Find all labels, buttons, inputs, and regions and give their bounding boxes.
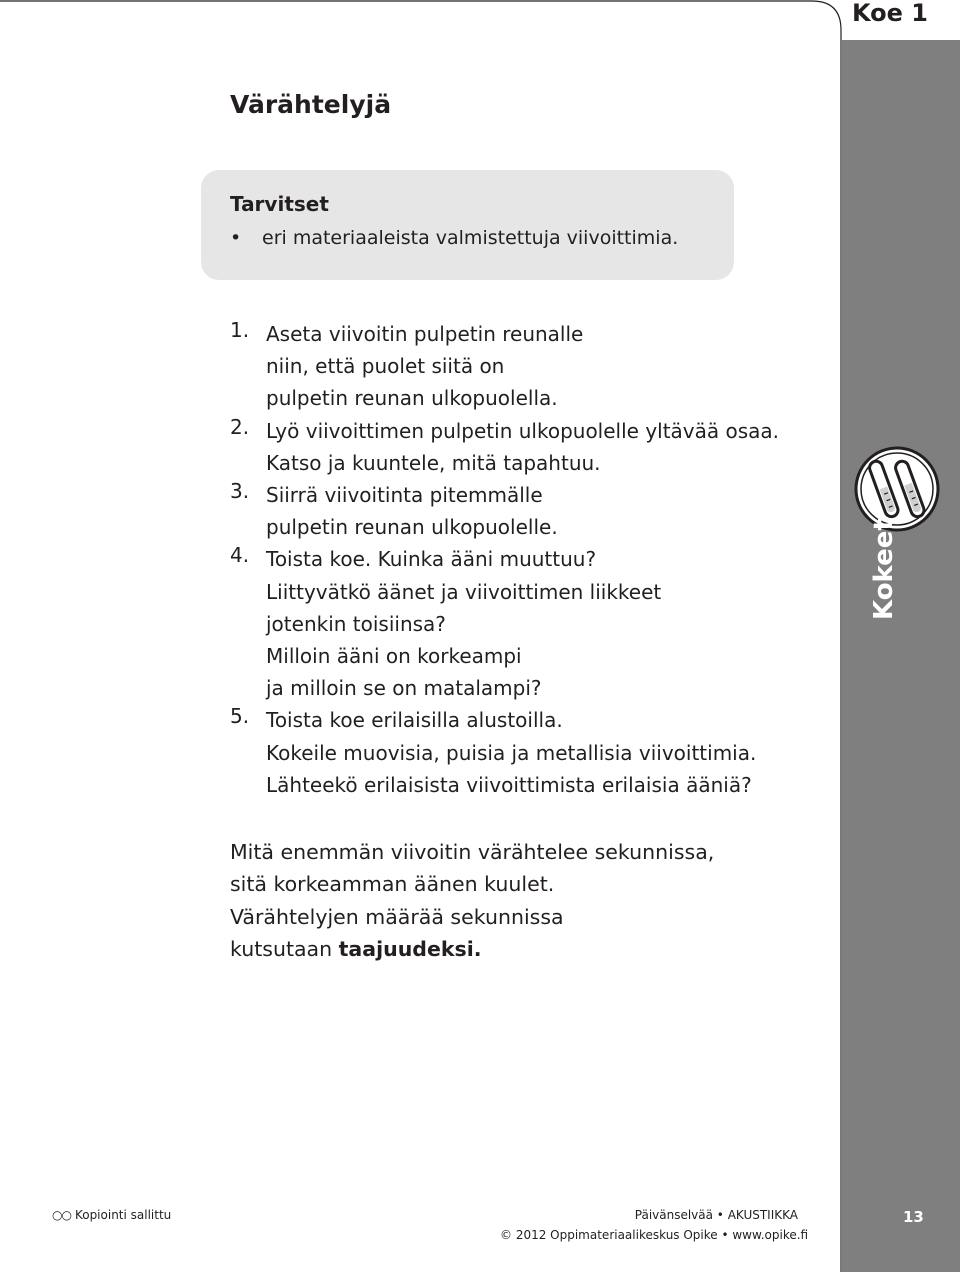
step-text: Aseta viivoitin pulpetin reunalle niin, että puolet siitä on pulpetin reunan ulkopuolella. [266,322,584,411]
instruction-step [230,704,790,801]
page-title: Värähtelyjä [230,90,392,119]
materials-heading: Tarvitset [230,192,329,216]
step-number: 1. [230,318,250,342]
side-tab-bar [840,40,960,1272]
step-text: Toista koe. Kuinka ääni muuttuu? Liittyvätkö äänet ja viivoittimen liikkeet jotenkin toisiinsa? Milloin ääni on korkeampi ja milloin se on matalampi? [266,547,662,701]
footer-copyright: © 2012 Oppimateriaalikeskus Opike • www.opike.fi [500,1228,809,1242]
bullet: • [230,227,242,249]
step-number: 2. [230,414,250,439]
section-label: Koe 1 [852,0,928,27]
footer-book-title: Päivänselvää • AKUSTIIKKA [634,1208,798,1222]
step-number: 4. [230,543,250,568]
tab-header [842,0,960,40]
footer-copy-note [52,1208,171,1222]
conclusion-bold-term: taajuudeksi. [338,936,482,961]
conclusion-paragraph [230,836,714,965]
sidebar-section-label: Kokeet [869,518,899,620]
conclusion-text: Mitä enemmän viivoitin värähtelee sekunnissa, sitä korkeamman äänen kuulet. Värähtelyjen määrää sekunnissa kutsutaan [230,840,715,961]
instruction-list [230,318,790,801]
step-text: Lyö viivoittimen pulpetin ulkopuolelle yltävää osaa. Katso ja kuuntele, mitä tapahtuu. [266,418,780,475]
copy-note-text: Kopiointi sallittu [74,1208,172,1222]
instruction-step [230,318,790,415]
materials-item [230,227,678,249]
materials-item-text: eri materiaaleista valmistettuja viivoittimia. [262,227,679,249]
copy-circles-icon: ○○ [52,1208,71,1222]
instruction-step [230,415,790,479]
materials-box [201,170,734,280]
page-number: 13 [903,1208,924,1226]
instruction-step [230,543,790,704]
step-number: 3. [230,479,250,504]
step-number: 5. [230,704,250,729]
step-text: Siirrä viivoitinta pitemmälle pulpetin reunan ulkopuolelle. [266,483,558,540]
instruction-step [230,479,790,543]
step-text: Toista koe erilaisilla alustoilla. Kokeile muovisia, puisia ja metallisia viivoittimia. Lähteekö erilaisista viivoittimista erilaisia ääniä? [266,708,757,797]
